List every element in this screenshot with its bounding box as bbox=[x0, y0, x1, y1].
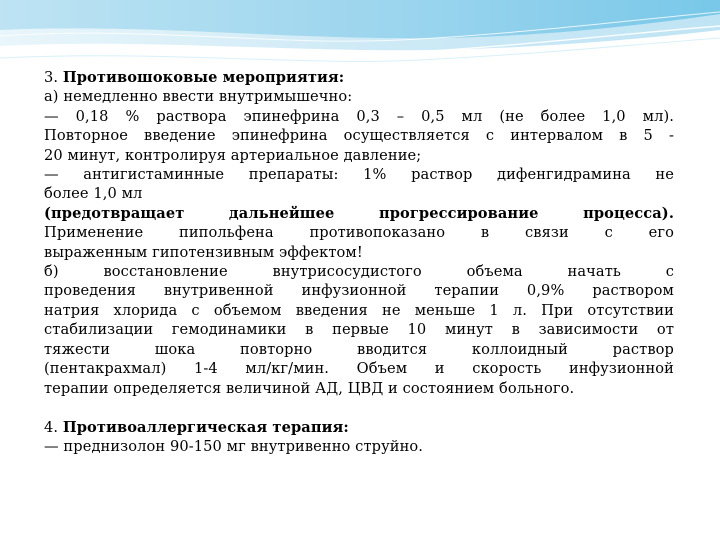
antihistamine-line-2: более 1,0 мл bbox=[44, 185, 143, 203]
epinephrine-line-3: 20 минут, контролируя артериальное давление; bbox=[44, 146, 422, 164]
section-gap bbox=[44, 398, 674, 418]
item-b-line-1: б) восстановление внутрисосудистого объема начать с bbox=[44, 263, 674, 281]
section-3-title: Противошоковые мероприятия: bbox=[62, 69, 345, 86]
item-b-line-2: проведения внутривенной инфузионной терапии 0,9% раствором bbox=[44, 282, 674, 300]
epinephrine-line-2: Повторное введение эпинефрина осуществляется с интервалом в 5 - bbox=[44, 127, 674, 145]
section-3-number: 3. bbox=[44, 69, 59, 86]
epinephrine-line-1: — 0,18 % раствора эпинефрина 0,3 – 0,5 мл (не более 1,0 мл). bbox=[44, 107, 674, 125]
section-3-heading bbox=[44, 68, 674, 87]
slide-content bbox=[44, 68, 674, 457]
bold-warning-line: (предотвращает дальнейшее прогрессирование процесса). bbox=[44, 204, 674, 222]
item-b-line-3: натрия хлорида с объемом введения не меньше 1 л. При отсутствии bbox=[44, 301, 674, 319]
section-4-heading bbox=[44, 418, 674, 437]
item-a: а) немедленно ввести внутримышечно: bbox=[44, 88, 353, 106]
item-b-line-7: терапии определяется величиной АД, ЦВД и состоянием больного. bbox=[44, 379, 575, 397]
item-b-line-5: тяжести шока повторно вводится коллоидный раствор bbox=[44, 340, 674, 358]
antihistamine-line-1: — антигистаминные препараты: 1% раствор дифенгидрамина не bbox=[44, 166, 674, 184]
section-4-title: Противоаллергическая терапия: bbox=[62, 418, 349, 436]
pipolphen-line-1: Применение пипольфена противопоказано в связи с его bbox=[44, 224, 674, 242]
item-b-line-6: (пентакрахмал) 1-4 мл/кг/мин. Объем и скорость инфузионной bbox=[44, 360, 674, 378]
pipolphen-line-2: выраженным гипотензивным эффектом! bbox=[44, 243, 363, 261]
prednisolone-line: — преднизолон 90-150 мг внутривенно струйно. bbox=[44, 438, 424, 456]
section-4-number: 4. bbox=[44, 418, 59, 436]
item-b-line-4: стабилизации гемодинамики в первые 10 минут в зависимости от bbox=[44, 321, 674, 339]
